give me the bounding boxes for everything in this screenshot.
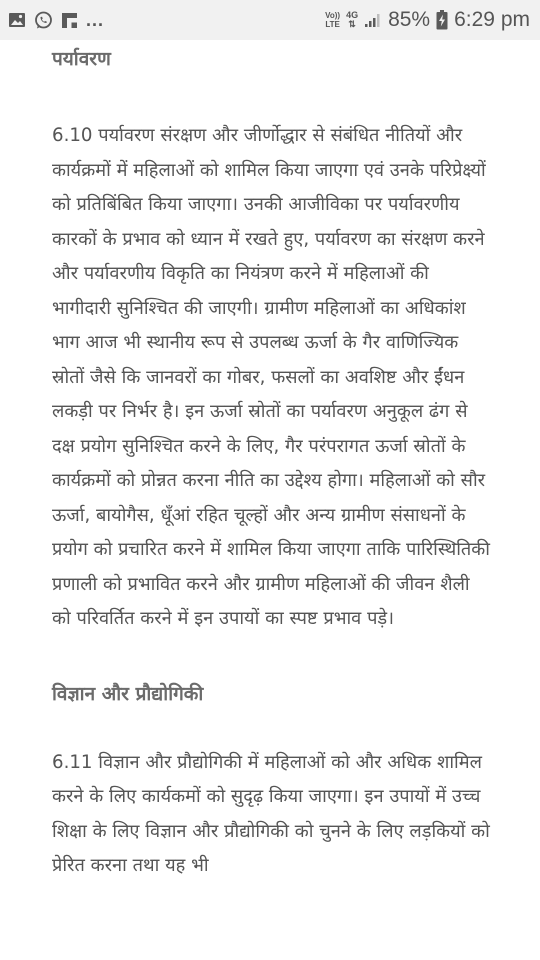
- network-type-indicator: [346, 11, 358, 29]
- notification-icons: [8, 11, 112, 30]
- section-heading-science-technology: विज्ञान और प्रौद्योगिकी: [52, 682, 204, 705]
- gallery-icon: [8, 12, 26, 28]
- article-content: [52, 42, 490, 884]
- section-heading-environment: पर्यावरण: [52, 48, 111, 70]
- volte-label: Vo)): [325, 11, 341, 20]
- flipboard-icon: [61, 12, 78, 29]
- system-icons: [319, 8, 530, 32]
- signal-icon: [364, 12, 382, 28]
- battery-charging-icon: [436, 10, 448, 30]
- clock: 6:29 pm: [454, 8, 530, 31]
- network-type-label: 4G: [346, 10, 359, 20]
- status-bar: [0, 0, 540, 40]
- data-arrows-icon: ⇅: [348, 19, 356, 29]
- volte-indicator: [325, 11, 340, 29]
- battery-percentage: 85%: [388, 8, 431, 31]
- paragraph-science-technology: 6.11 विज्ञान और प्रौद्योगिकी में महिलाओं को और अधिक शामिल करने के लिए कार्यकमों को सुदृढ़ किया जाएगा। इन उपायों में उच्च शिक्षा के लिए विज्ञान और प्रौद्योगिकी को चुनने के लिए लड़कियों को प्रेरित करना तथा यह भी: [52, 751, 490, 876]
- more-notifications-indicator: ...: [86, 10, 105, 30]
- paragraph-environment: 6.10 पर्यावरण संरक्षण और जीर्णोद्धार से संबंधित नीतियों और कार्यक्रमों में महिलाओं को शामिल किया जाएगा एवं उनके परिप्रेक्ष्यों को प्रतिबिंबित किया जाएगा। उनकी आजीविका पर पर्यावरणीय कारकों के प्रभाव को ध्यान में रखते हुए, पर्यावरण का संरक्षण करने और पर्यावरणीय विकृति का नियंत्रण करने में महिलाओं की भागीदारी सुनिश्चित की जाएगी। ग्रामीण महिलाओं का अधिकांश भाग आज भी स्थानीय रूप से उपलब्ध ऊर्जा के गैर वाणिज्यिक स्रोतों जैसे कि जानवरों का गोबर, फसलों का अवशिष्ट और ईंधन लकड़ी पर निर्भर है। इन ऊर्जा स्रोतों का पर्यावरण अनुकूल ढंग से दक्ष प्रयोग सुनिश्चित करने के लिए, गैर परंपरागत ऊर्जा स्रोतों के कार्यक्रमों को प्रोन्नत करना नीति का उद्देश्य होगा। महिलाओं को सौर ऊर्जा, बायोगैस, धूँआं रहित चूल्हों और अन्य ग्रामीण संसाधनों के प्रयोग को प्रचारित करने में शामिल किया जाएगा ताकि पारिस्थितिकी प्रणाली को प्रभावित करने और ग्रामीण महिलाओं की जीवन शैली को परिवर्तित करने में इन उपायों का स्पष्ट प्रभाव पड़े।: [52, 125, 490, 629]
- whatsapp-icon: [34, 11, 53, 30]
- lte-label: LTE: [325, 20, 340, 29]
